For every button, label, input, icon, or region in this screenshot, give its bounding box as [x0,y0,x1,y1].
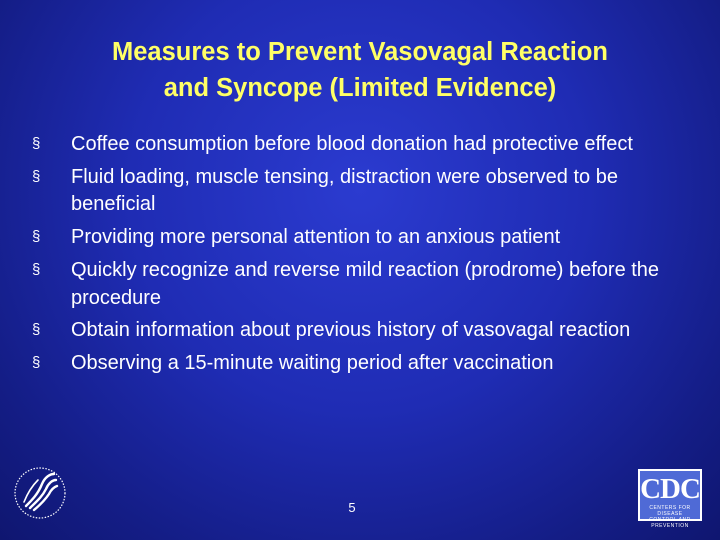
bullet-item [30,257,700,312]
bullet-text: Quickly recognize and reverse mild reaction (prodrome) before the procedure [71,259,660,309]
bullet-marker: § [32,261,41,279]
slide-title [20,34,700,106]
bullet-marker: § [32,167,41,185]
slide-title-line-2: and Syncope (Limited Evidence) [163,74,557,102]
bullet-item [30,350,700,377]
bullet-text: Fluid loading, muscle tensing, distraction were observed to be beneficial [71,165,618,216]
bullet-text: Observing a 15-minute waiting period after vaccination [71,352,554,375]
hhs-eagle-icon [12,462,68,524]
bullet-marker: § [32,228,41,246]
cdc-logo-icon [638,469,702,529]
bullet-text: Providing more personal attention to an anxious patient [71,226,561,249]
slide-title-line-1: Measures to Prevent Vasovagal Reaction [111,38,609,66]
cdc-logo-text: CDC [640,473,700,505]
bullet-item [30,164,700,219]
bullet-marker: § [32,321,41,339]
cdc-logo-subtext: CENTERS FOR DISEASE CONTROL AND PREVENTION [649,505,691,529]
bullet-item [30,131,700,158]
bullet-text: Obtain information about previous history of vasovagal reaction [71,319,631,342]
bullet-list [30,131,700,383]
bullet-marker: § [32,354,41,372]
bullet-marker: § [32,135,41,152]
page-number: 5 [348,500,356,515]
bullet-text: Coffee consumption before blood donation had protective effect [71,133,633,155]
bullet-item [30,317,700,344]
bullet-item [30,224,700,251]
